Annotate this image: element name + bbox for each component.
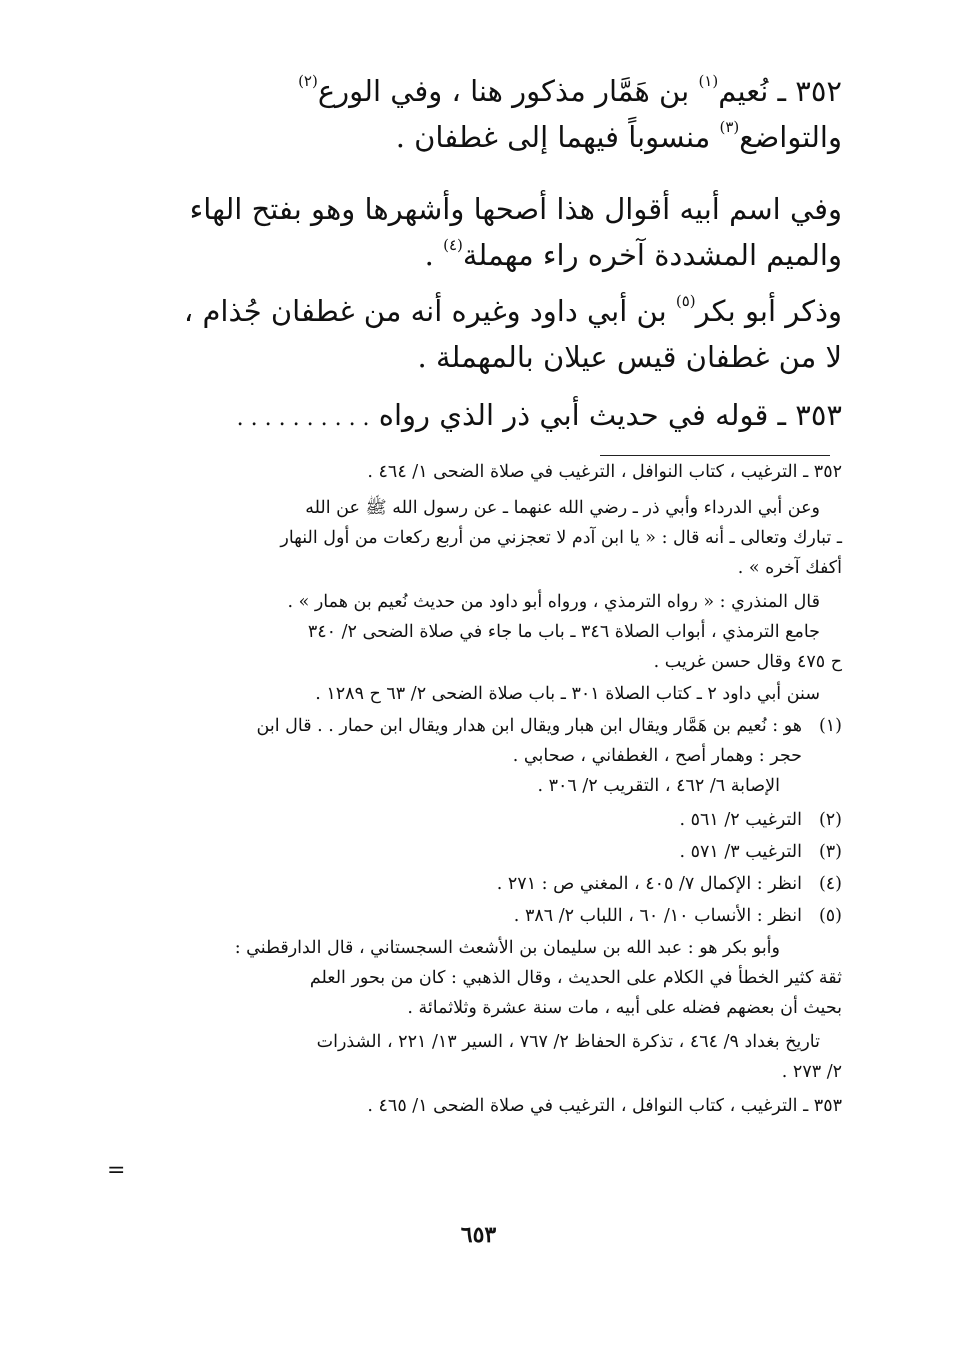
para-3-text-a: وذكر أبو بكر [695, 294, 842, 328]
entry-352-text-2b: منسوباً فيهما إلى غطفان . [395, 120, 720, 154]
footnote-text: انظر : الإكمال ٧/ ٤٠٥ ، المغني ص : ٢٧١ . [496, 874, 802, 894]
footnote-number-5: (٥) [818, 906, 842, 926]
footnote-line: ٢/ ٢٧٣ . [781, 1062, 842, 1082]
footnote-ref-3: (٣) [719, 118, 740, 137]
entry-353 [137, 392, 842, 442]
entry-352-text: بن هَمَّار مذكور هنا ، وفي الورع [317, 74, 699, 108]
para-2-end: . [424, 238, 444, 272]
footnote-5 [137, 904, 842, 928]
entry-352 [137, 68, 842, 160]
footnote-line: الإصابة ٦/ ٤٦٢ ، التقريب ٢/ ٣٠٦ . [537, 776, 780, 796]
paragraph-3 [137, 288, 842, 380]
footnote-line: ثقة كثير الخطأ في الكلام على الحديث ، وقال الذهبي : كان من بحور العلم [309, 968, 842, 988]
footnote-line: بحيث أن بعضهم فضله على أبيه ، مات سنة عشرة وثلاثمائة . [407, 998, 842, 1018]
footnote-ref-2: (٢) [298, 72, 318, 91]
main-text [137, 68, 842, 176]
para-2-line-1: وفي اسم أبيه أقوال هذا أصحها وأشهرها وهو بفتح الهاء [189, 192, 842, 226]
footnote-text: هو : نُعيم بن هَمَّار ويقال ابن هبار ويقال ابن هدار ويقال ابن حمار . . قال ابن [256, 716, 802, 736]
footnote-ref-4: (٤) [443, 236, 463, 255]
footnote-line: ٣٥٣ ـ الترغيب ، كتاب النوافل ، الترغيب في صلاة الضحى ١/ ٤٦٥ . [367, 1096, 842, 1116]
footnote-1 [137, 714, 842, 738]
footnote-line: ح ٤٧٥ وقال حسن غريب . [653, 652, 842, 672]
footnote-2 [137, 808, 842, 832]
para-3-text-b: بن أبي داود وغيره أنه من غطفان جُذام ، [183, 294, 676, 328]
footnote-text: انظر : الأنساب ١٠/ ٦٠ ، اللباب ٢/ ٣٨٦ . [513, 906, 802, 926]
footnote-ref-5: (٥) [675, 292, 696, 311]
continuation-mark: = [107, 1158, 126, 1183]
entry-352-text-2a: والتواضع [739, 120, 842, 154]
entry-352-line-2 [137, 114, 842, 160]
footnote-number-1: (١) [818, 716, 842, 736]
footnote-text: الترغيب ٢/ ٥٦١ . [679, 810, 802, 830]
para-2-text: والميم المشددة آخره راء مهملة [462, 238, 842, 272]
footnote-3 [137, 840, 842, 864]
footnote-number-4: (٤) [818, 874, 842, 894]
entry-353-text: ٣٥٣ ـ قوله في حديث أبي ذر الذي رواه [378, 398, 842, 432]
entry-352-heading: ٣٥٢ ـ نُعيم [718, 74, 842, 108]
footnote-line: تاريخ بغداد ٩/ ٤٦٤ ، تذكرة الحفاظ ٢/ ٧٦٧ ، السير ١٣/ ٢٢١ ، الشذرات [316, 1032, 820, 1052]
footnote-ref-1: (١) [698, 72, 719, 91]
ellipsis-dots: . . . . . . . . . . [236, 406, 370, 431]
footnote-line: ـ تبارك وتعالى ـ أنه قال : « يا ابن آدم لا تعجزني من أربع ركعات من أول النهار [280, 528, 842, 548]
para-2-line-2 [137, 232, 842, 278]
footnote-text: الترغيب ٣/ ٥٧١ . [679, 842, 802, 862]
footnote-number-3: (٣) [818, 842, 842, 862]
footnote-line: وعن أبي الدرداء وأبي ذر ـ رضي الله عنهما ـ عن رسول الله ﷺ عن الله [305, 498, 820, 518]
footnote-line: جامع الترمذي ، أبواب الصلاة ٣٤٦ ـ باب ما جاء في صلاة الضحى ٢/ ٣٤٠ [307, 622, 820, 642]
footnote-line: قال المنذري : « رواه الترمذي ، ورواه أبو داود من حديث نُعيم بن همار » . [287, 592, 820, 612]
footnote-number-2: (٢) [818, 810, 842, 830]
entry-352-line-1 [137, 68, 842, 114]
footnotes [137, 460, 842, 1180]
footnote-line: سنن أبي داود ٢ ـ كتاب الصلاة ٣٠١ ـ باب صلاة الضحى ٢/ ٦٣ ح ١٢٨٩ . [315, 684, 820, 704]
footnote-line: أكفك آخره » . [737, 558, 842, 578]
para-3-line-1 [137, 288, 842, 334]
entry-353-line [137, 392, 842, 442]
footnote-line: وأبو بكر هو : عبد الله بن سليمان بن الأشعث السجستاني ، قال الدارقطني : [234, 938, 780, 958]
page-number: ٦٥٣ [460, 1222, 497, 1248]
paragraph-2 [137, 186, 842, 278]
footnote-line: حجر : وهمار أصح ، الغطفاني ، صحابي . [512, 746, 802, 766]
footnote-4 [137, 872, 842, 896]
footnote-line: ٣٥٢ ـ الترغيب ، كتاب النوافل ، الترغيب في صلاة الضحى ١/ ٤٦٤ . [367, 462, 842, 482]
footnote-separator [600, 455, 830, 456]
para-3-line-2: لا من غطفان قيس عيلان بالمهملة . [417, 340, 842, 374]
